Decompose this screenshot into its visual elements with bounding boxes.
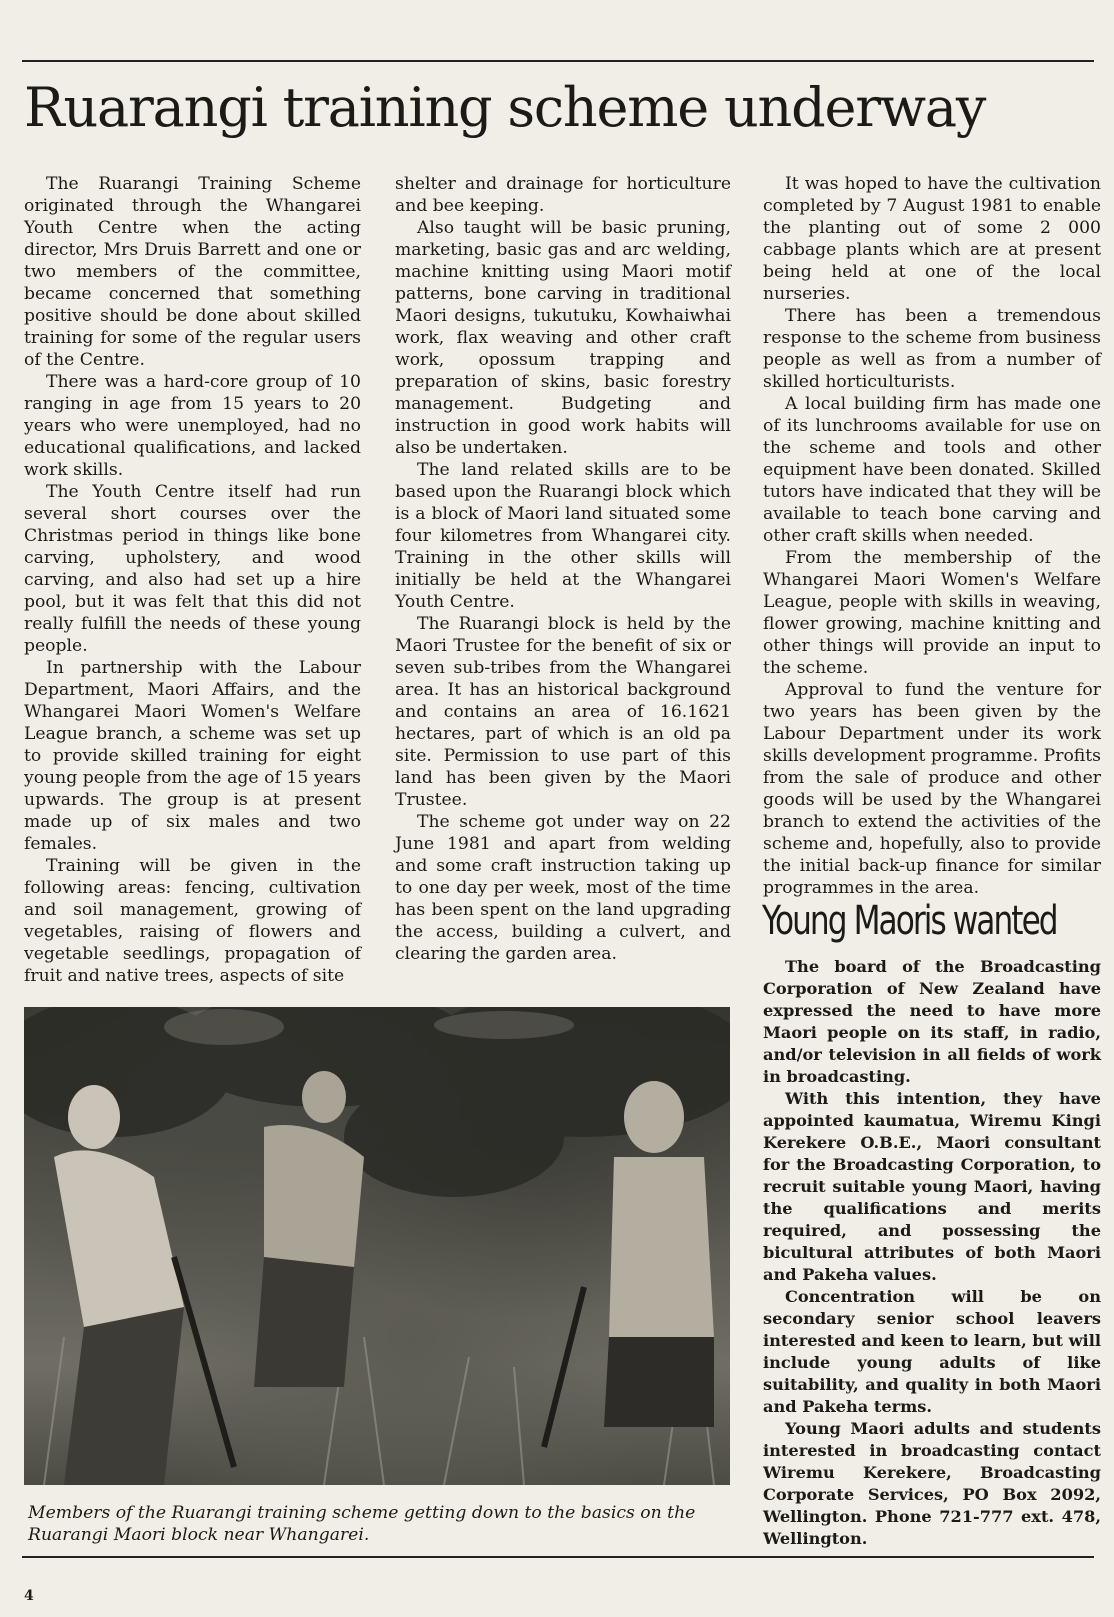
paragraph: The land related skills are to be based upon the Ruarangi block which is a block of Maori land situated some four kilometres from Whangarei city. Training in the other skills will initially be held at the Whangarei Youth Centre. (395, 460, 731, 612)
paragraph: The Youth Centre itself had run several short courses over the Christmas period in things like bone carving, upholstery, and wood carving, and also had set up a hire pool, but it was felt that this did not really fulfill the needs of these young people. (24, 482, 361, 656)
paragraph: Also taught will be basic pruning, marketing, basic gas and arc welding, machine knitting using Maori motif patterns, bone carving in traditional Maori designs, tukutuku, Kowhaiwhai work, flax weaving and other craft work, opossum trapping and preparation of skins, basic forestry management. Budgeting and instruction in good work habits will also be undertaken. (395, 218, 731, 458)
sidebar-paragraph: Young Maori adults and students interested in broadcasting contact Wiremu Kerekere, Broadcasting Corporate Services, PO Box 2092, Wellington. Phone 721-777 ext. 478, Wellington. (763, 1419, 1101, 1548)
paragraph: It was hoped to have the cultivation completed by 7 August 1981 to enable the planting out of some 2 000 cabbage plants which are at present being held at one of the local nurseries. (763, 174, 1101, 304)
paragraph: There was a hard-core group of 10 ranging in age from 15 years to 20 years who were unemployed, had no educational qualifications, and lacked work skills. (24, 372, 361, 480)
paragraph: In partnership with the Labour Department, Maori Affairs, and the Whangarei Maori Women's Welfare League branch, a scheme was set up to provide skilled training for eight young people from the age of 15 years upwards. The group is at present made up of six males and two females. (24, 658, 361, 854)
sidebar-paragraph: Concentration will be on secondary senior school leavers interested and keen to learn, but will include young adults of like suitability, and quality in both Maori and Pakeha terms. (763, 1287, 1101, 1416)
trainees-photo (24, 1007, 730, 1485)
top-rule (22, 60, 1094, 62)
paragraph: The scheme got under way on 22 June 1981 and apart from welding and some craft instruction taking up to one day per week, most of the time has been spent on the land upgrading the access, building a culvert, and clearing the garden area. (395, 812, 731, 964)
paragraph-continued: shelter and drainage for horticulture and bee keeping. (395, 174, 731, 216)
article-column-3 (763, 173, 1101, 899)
sidebar-paragraph: The board of the Broadcasting Corporation of New Zealand have expressed the need to have more Maori people on its staff, in radio, and/or television in all fields of work in broadcasting. (763, 957, 1101, 1086)
paragraph: The Ruarangi Training Scheme originated through the Whangarei Youth Centre when the acting director, Mrs Druis Barrett and one or two members of the committee, became concerned that something positive should be done about skilled training for some of the regular users of the Centre. (24, 174, 361, 370)
paragraph: There has been a tremendous response to the scheme from business people as well as from a number of skilled horticulturists. (763, 306, 1101, 392)
paragraph: From the membership of the Whangarei Maori Women's Welfare League, people with skills in weaving, flower growing, machine knitting and other things will provide an input to the scheme. (763, 548, 1101, 678)
paragraph: Training will be given in the following areas: fencing, cultivation and soil management, growing of vegetables, raising of flowers and vegetable seedlings, propagation of fruit and native trees, aspects of site (24, 856, 361, 986)
sidebar-article (763, 956, 1101, 1550)
bottom-rule (22, 1556, 1094, 1558)
photo-illustration (24, 1007, 730, 1485)
page-number: 4 (24, 1588, 34, 1604)
article-column-2 (395, 173, 731, 965)
paragraph: The Ruarangi block is held by the Maori Trustee for the benefit of six or seven sub-tribes from the Whangarei area. It has an historical background and contains an area of 16.1621 hectares, part of which is an old pa site. Permission to use part of this land has been given by the Maori Trustee. (395, 614, 731, 810)
paragraph: Approval to fund the venture for two years has been given by the Labour Department under its work skills development programme. Profits from the sale of produce and other goods will be used by the Whangarei branch to extend the activities of the scheme and, hopefully, also to provide the initial back-up finance for similar programmes in the area. (763, 680, 1101, 898)
paragraph: A local building firm has made one of its lunchrooms available for use on the scheme and tools and other equipment have been donated. Skilled tutors have indicated that they will be available to teach bone carving and other craft skills when needed. (763, 394, 1101, 546)
sidebar-headline: Young Maoris wanted (762, 898, 1057, 944)
photo-caption: Members of the Ruarangi training scheme getting down to the basics on the Ruarangi Maori block near Whangarei. (28, 1503, 696, 1545)
article-column-1 (24, 173, 361, 987)
sidebar-paragraph: With this intention, they have appointed kaumatua, Wiremu Kingi Kerekere O.B.E., Maori consultant for the Broadcasting Corporation, to recruit suitable young Maori, having the qualifications and merits required, and possessing the bicultural attributes of both Maori and Pakeha values. (763, 1089, 1101, 1284)
article-headline: Ruarangi training scheme underway (24, 76, 986, 139)
